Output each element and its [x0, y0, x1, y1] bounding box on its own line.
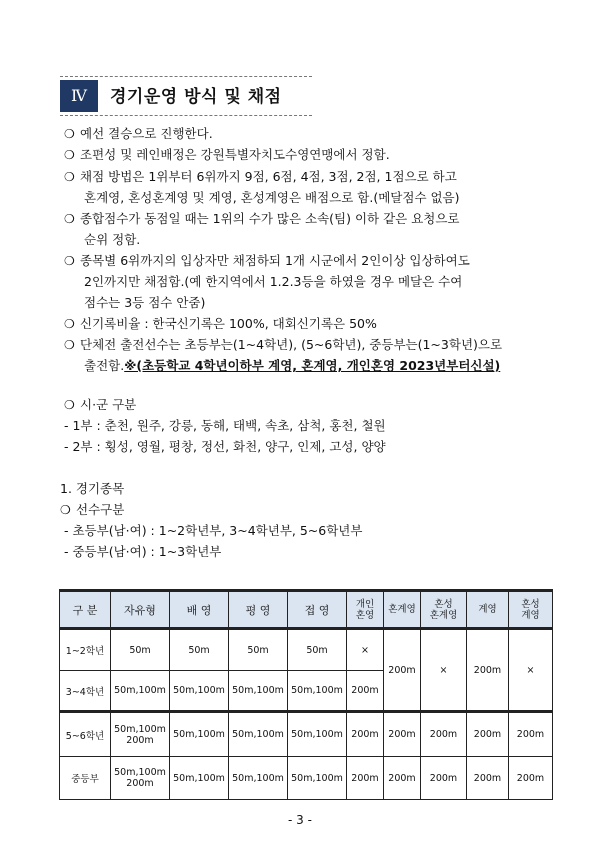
cell-freestyle: 50m,100m: [111, 671, 170, 712]
bullet-icon: ❍: [64, 170, 75, 184]
cell-freestyle: [111, 757, 170, 800]
cell-freestyle-l1: 50m,100m: [114, 767, 166, 778]
cell-freestyle: 50m: [111, 629, 170, 671]
header-freestyle: 자유형: [111, 591, 170, 629]
rule-text: 예선 결승으로 진행한다.: [80, 126, 213, 141]
rule-text: 종목별 6위까지의 입상자만 채점하되 1개 시군에서 2인이상 입상하여도: [80, 253, 470, 268]
cell-mixed-relay: 200m: [509, 712, 553, 757]
cell-individual-medley: ×: [347, 629, 384, 671]
cell-backstroke: 50m: [170, 629, 229, 671]
bullet-icon: ❍: [64, 212, 75, 226]
region-title: [64, 396, 136, 414]
header-mmr-l1: 혼성: [434, 598, 453, 610]
page-number: - 3 -: [288, 813, 312, 827]
cell-backstroke: 50m,100m: [170, 671, 229, 712]
rule-item: [64, 210, 460, 228]
header-category: 구 분: [60, 591, 111, 629]
rule-text: 신기록비율 : 한국신기록은 100%, 대회신기록은 50%: [80, 316, 377, 331]
table-row: [60, 757, 553, 800]
cell-mixed-relay: 200m: [509, 757, 553, 800]
header-mmr-l2: 혼계영: [429, 609, 458, 621]
rule-item: [64, 336, 502, 354]
cell-relay: 200m: [467, 629, 509, 712]
cell-individual-medley: 200m: [347, 671, 384, 712]
cell-butterfly: 50m,100m: [288, 757, 347, 800]
row-label: 중등부: [60, 757, 111, 800]
cell-backstroke: 50m,100m: [170, 757, 229, 800]
region-div2: - 2부 : 횡성, 영월, 평창, 정선, 화천, 양구, 인제, 고성, 양양: [64, 439, 386, 454]
header-mr-l2: 계영: [521, 609, 540, 621]
new-event-note: ※(초등학교 4학년이하부 계영, 혼계영, 개인혼영 2023년부터신설): [124, 358, 501, 373]
region-div1: - 1부 : 춘천, 원주, 강릉, 동해, 태백, 속초, 삼척, 홍천, 철원: [64, 418, 386, 433]
header-mr-l1: 혼성: [521, 598, 540, 610]
cell-freestyle-l2: 200m: [126, 778, 154, 789]
bullet-icon: ❍: [60, 503, 71, 517]
cell-butterfly: 50m: [288, 629, 347, 671]
header-bottom-rule: [60, 115, 312, 116]
rule-text-cont: [84, 357, 500, 374]
bullet-icon: ❍: [64, 317, 75, 331]
rule-text-cont: 2인까지만 채점함.(예 한지역에서 1.2.3등을 하였을 경우 메달은 수여: [84, 274, 463, 289]
row-label: 1~2학년: [60, 629, 111, 671]
rule-text: 채점 방법은 1위부터 6위까지 9점, 6점, 4점, 3점, 2점, 1점으로 하고: [80, 169, 457, 184]
cell-medley-relay: 200m: [384, 629, 421, 712]
rule-text: 단체전 출전선수는 초등부는(1~4학년), (5~6학년), 중등부는(1~3학년)으로: [80, 337, 503, 352]
rule-item: [64, 168, 457, 186]
cell-backstroke: 50m,100m: [170, 712, 229, 757]
header-mixed-relay: [509, 591, 553, 629]
cell-individual-medley: 200m: [347, 712, 384, 757]
section-number: Ⅳ: [60, 80, 98, 112]
cell-medley-relay: 200m: [384, 712, 421, 757]
rule-text-cont: 점수는 3등 점수 안줌): [84, 295, 206, 310]
table-row: [60, 629, 553, 671]
events-heading: 1. 경기종목: [60, 481, 125, 496]
cell-freestyle: [111, 712, 170, 757]
events-sub: [60, 501, 124, 519]
events-table: [59, 589, 553, 800]
rule-text: 출전함.: [84, 358, 125, 373]
events-line: - 초등부(남·여) : 1~2학년부, 3~4학년부, 5~6학년부: [64, 523, 363, 538]
header-im-l1: 개인: [355, 598, 375, 610]
rule-text: 종합점수가 동점일 때는 1위의 수가 많은 소속(팀) 이하 같은 요청으로: [80, 211, 460, 226]
cell-relay: 200m: [467, 757, 509, 800]
rule-text-cont: 순위 정함.: [84, 232, 141, 247]
rule-item: [64, 146, 390, 164]
table-row: [60, 712, 553, 757]
rule-item: [64, 125, 213, 143]
header-im-l2: 혼영: [355, 609, 375, 621]
header-backstroke: 배 영: [170, 591, 229, 629]
header-top-rule: [60, 76, 312, 77]
bullet-icon: ❍: [64, 127, 75, 141]
cell-breaststroke: 50m,100m: [229, 671, 288, 712]
header-relay: 계영: [467, 591, 509, 629]
row-label: 3~4학년: [60, 671, 111, 712]
header-breaststroke: 평 영: [229, 591, 288, 629]
region-title-text: 시·군 구분: [80, 397, 137, 412]
rule-item: [64, 315, 377, 333]
row-label: 5~6학년: [60, 712, 111, 757]
cell-mixed-relay: ×: [509, 629, 553, 712]
cell-breaststroke: 50m: [229, 629, 288, 671]
header-individual-medley: [347, 591, 384, 629]
cell-freestyle-l2: 200m: [126, 734, 154, 746]
bullet-icon: ❍: [64, 338, 75, 352]
cell-butterfly: 50m,100m: [288, 671, 347, 712]
header-medley-relay: 혼계영: [384, 591, 421, 629]
section-header: [60, 76, 312, 116]
bullet-icon: ❍: [64, 398, 75, 412]
header-mixed-medley-relay: [421, 591, 467, 629]
section-title: 경기운영 방식 및 채점: [110, 87, 282, 107]
events-line: - 중등부(남·여) : 1~3학년부: [64, 544, 222, 559]
rule-item: [64, 252, 470, 270]
bullet-icon: ❍: [64, 148, 75, 162]
cell-mixed-medley-relay: 200m: [421, 712, 467, 757]
cell-relay: 200m: [467, 712, 509, 757]
cell-butterfly: 50m,100m: [288, 712, 347, 757]
cell-individual-medley: 200m: [347, 757, 384, 800]
cell-breaststroke: 50m,100m: [229, 712, 288, 757]
cell-mixed-medley-relay: ×: [421, 629, 467, 712]
bullet-icon: ❍: [64, 254, 75, 268]
cell-breaststroke: 50m,100m: [229, 757, 288, 800]
rule-text: 조편성 및 레인배정은 강원특별자치도수영연맹에서 정함.: [80, 147, 390, 162]
rule-text-cont: 혼계영, 혼성혼계영 및 계영, 혼성계영은 배점으로 함.(메달점수 없음): [84, 190, 460, 205]
cell-medley-relay: 200m: [384, 757, 421, 800]
header-butterfly: 접 영: [288, 591, 347, 629]
cell-mixed-medley-relay: 200m: [421, 757, 467, 800]
events-sub-text: 선수구분: [76, 502, 125, 517]
cell-freestyle-l1: 50m,100m: [114, 723, 166, 735]
